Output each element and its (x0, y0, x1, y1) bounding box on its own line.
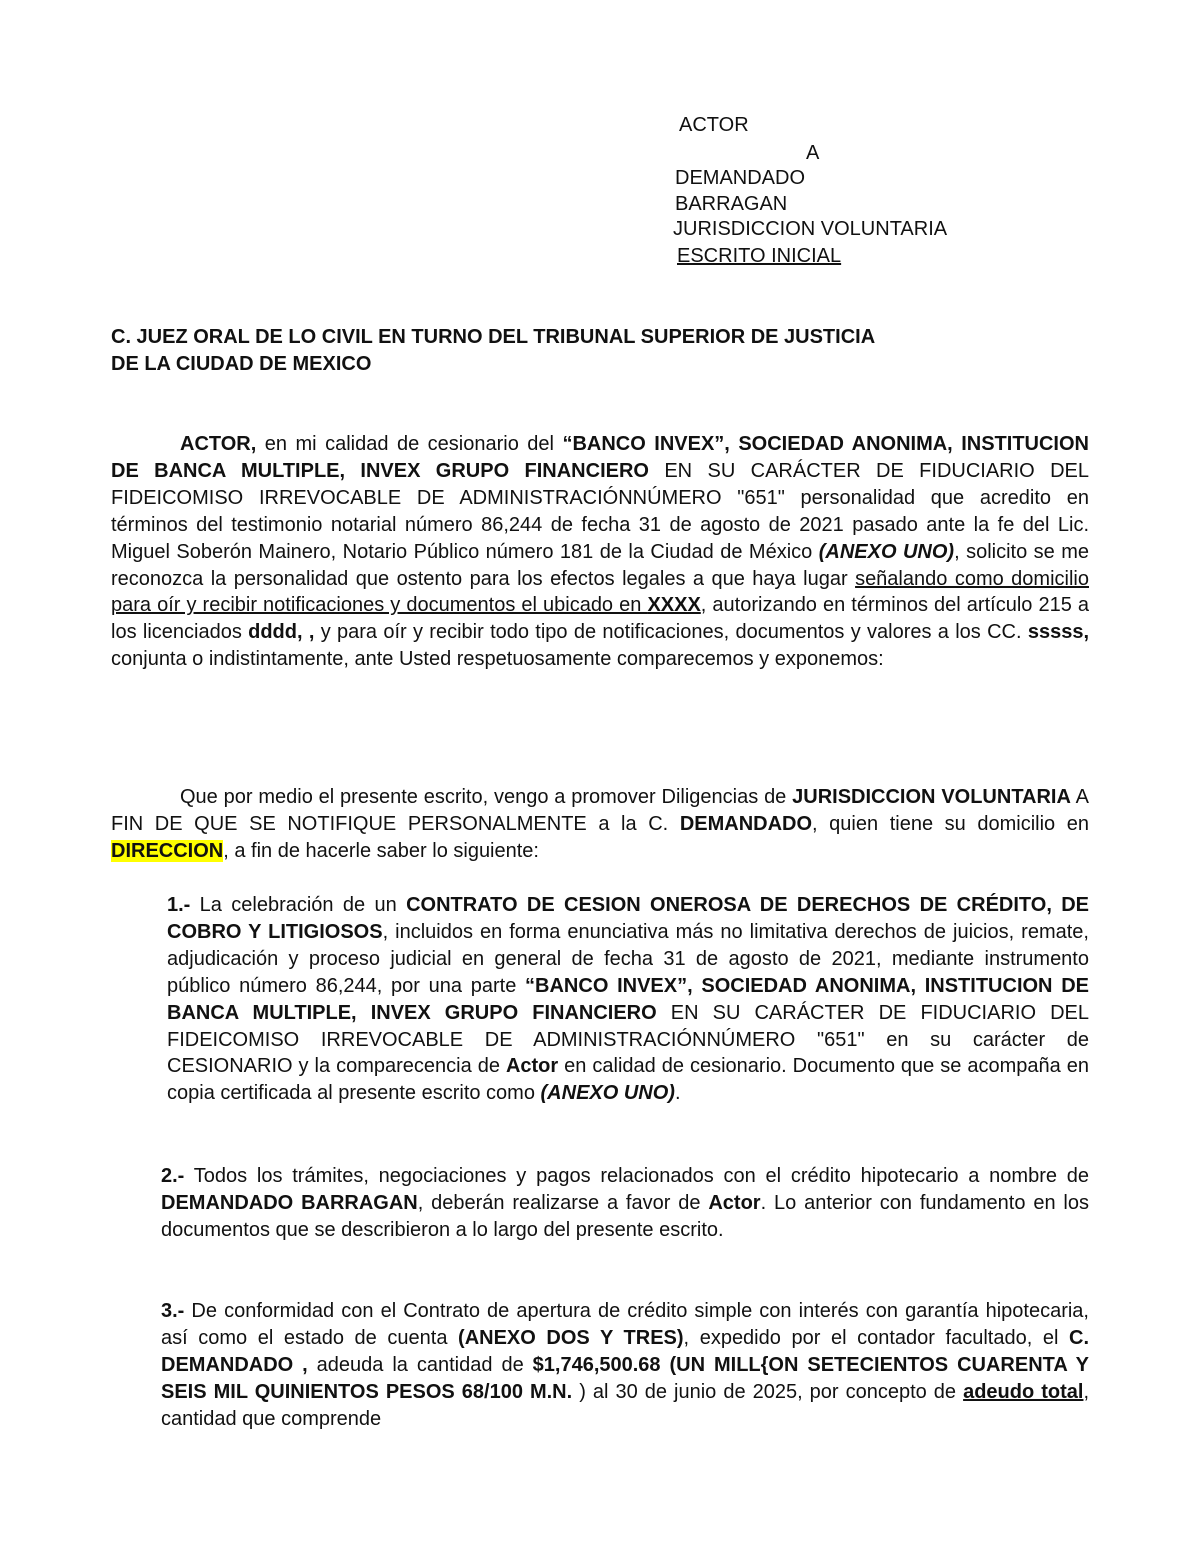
header-jurisdiccion: JURISDICCION VOLUNTARIA (673, 218, 948, 240)
text-run: EN SU CARÁCTER DE FIDUCIARIO DEL FIDEICOMISO IRREVOCABLE DE ADMINISTRACIÓNNÚMERO "651" en su carácter de CESIONARIO y la comparecencia de (167, 1001, 1089, 1078)
demandado-name: DEMANDADO BARRAGAN (161, 1191, 418, 1214)
item-number: 2.- (161, 1165, 185, 1187)
text-run: , quien tiene su domicilio en (812, 812, 1089, 835)
anexo-uno-ref: (ANEXO UNO) (818, 540, 955, 563)
actor-ref: Actor (505, 1055, 559, 1078)
text-run: , a fin de hacerle saber lo siguiente: (223, 839, 539, 862)
domicilio-underlined: señalando como domicilio para oír y recibir notificaciones y documentos el ubicado en (111, 567, 1089, 617)
text-run: Todos los trámites, negociaciones y pagos relacionados con el crédito hipotecario a nombre de (184, 1165, 1089, 1187)
header-a: A (806, 142, 820, 164)
list-item-2 (161, 1163, 1089, 1244)
item-number: 1.- (167, 894, 191, 916)
cc-placeholder: sssss, (1027, 621, 1089, 644)
licenciados-placeholder: dddd, , (248, 621, 315, 644)
text-run: La celebración de un (190, 894, 407, 916)
amount-owed: $1,746,500.68 (UN MILL{ON SETECIENTOS CUARENTA Y SEIS MIL QUINIENTOS PESOS 68/100 M.N. (161, 1353, 1089, 1403)
court-line-1: C. JUEZ ORAL DE LO CIVIL EN TURNO DEL TRIBUNAL SUPERIOR DE JUSTICIA (111, 326, 876, 348)
demandado-name: DEMANDADO (679, 812, 813, 835)
text-run: y para oír y recibir todo tipo de notificaciones, documentos y valores a los CC. (314, 621, 1028, 644)
text-run: , solicito se me reconozca la personalidad que ostento para los efectos legales a que haya lugar (111, 540, 1090, 590)
text-run: conjunta o indistintamente, ante Usted respetuosamente comparecemos y exponemos: (111, 648, 884, 671)
actor-ref: Actor (708, 1191, 761, 1214)
header-actor: ACTOR (679, 114, 749, 136)
text-run: . (674, 1082, 681, 1105)
jurisdiccion-voluntaria: JURISDICCION VOLUNTARIA (792, 786, 1071, 808)
text-run: , deberán realizarse a favor de (417, 1191, 709, 1214)
adeudo-total: adeudo total (963, 1380, 1084, 1403)
text-run: EN SU CARÁCTER DE FIDUCIARIO DEL FIDEICOMISO IRREVOCABLE DE ADMINISTRACIÓNNÚMERO "651" personalidad que acredito en términos del testimonio notarial número 86,244 de fecha 31 de agosto de 2021 pasado ante la fe del Lic. Miguel Soberón Mainero, Notario Público número 181 de la Ciudad de México (111, 459, 1089, 563)
court-address (111, 324, 1101, 378)
text-run: en calidad de cesionario. Documento que se acompaña en copia certificada al presente escrito como (167, 1055, 1090, 1105)
text-run: , cantidad que comprende (161, 1380, 1090, 1430)
text-run: De conformidad con el Contrato de apertura de crédito simple con interés con garantía hipotecaria, así como el estado de cuenta (161, 1300, 1089, 1349)
text-run: , autorizando en términos del artículo 215 a los licenciados (111, 594, 1089, 644)
paragraph-promocion (111, 784, 1089, 865)
text-run: A FIN DE QUE SE NOTIFIQUE PERSONALMENTE a la C. (111, 786, 1089, 835)
text-run: . Lo anterior con fundamento en los documentos que se describieron a lo largo del presente escrito. (161, 1191, 1090, 1241)
domicilio-placeholder: XXXX (647, 594, 701, 617)
court-line-2: DE LA CIUDAD DE MEXICO (111, 353, 372, 375)
contrato-title: CONTRATO DE CESION ONEROSA DE DERECHOS DE CRÉDITO, DE COBRO Y LITIGIOSOS (167, 894, 1090, 943)
text-run: , expedido por el contador facultado, el (683, 1326, 1069, 1349)
text-run: , incluidos en forma enunciativa más no limitativa derechos de juicios, remate, adjudicación y proceso judicial en general de fecha 31 de agosto de 2021, mediante instrumento público número 86,244, por una parte (167, 920, 1089, 997)
item-number: 3.- (161, 1300, 185, 1322)
anexo-dos-tres-ref: (ANEXO DOS Y TRES) (458, 1326, 684, 1349)
list-item-1 (167, 892, 1089, 1107)
text-run: en mi calidad de cesionario del (256, 433, 563, 455)
anexo-uno-ref: (ANEXO UNO) (540, 1082, 675, 1105)
bank-name: “BANCO INVEX”, SOCIEDAD ANONIMA, INSTITUCION DE BANCA MULTIPLE, INVEX GRUPO FINANCIERO (167, 974, 1089, 1024)
text-run: Que por medio el presente escrito, vengo a promover Diligencias de (180, 786, 793, 808)
bank-name: “BANCO INVEX”, SOCIEDAD ANONIMA, INSTITUCION DE BANCA MULTIPLE, INVEX GRUPO FINANCIERO (111, 433, 1089, 482)
paragraph-comparecencia (111, 431, 1089, 673)
header-demandado: DEMANDADO (675, 167, 806, 189)
list-item-3 (161, 1298, 1089, 1433)
text-run: ) al 30 de junio de 2025, por concepto de (572, 1380, 964, 1403)
header-barragan: BARRAGAN (675, 193, 788, 215)
header-escrito-inicial: ESCRITO INICIAL (677, 245, 842, 267)
direccion-highlight: DIRECCION (111, 839, 224, 862)
actor-name: ACTOR, (180, 433, 257, 455)
text-run: adeuda la cantidad de (307, 1353, 533, 1376)
demandado-ref: C. DEMANDADO , (161, 1326, 1089, 1376)
